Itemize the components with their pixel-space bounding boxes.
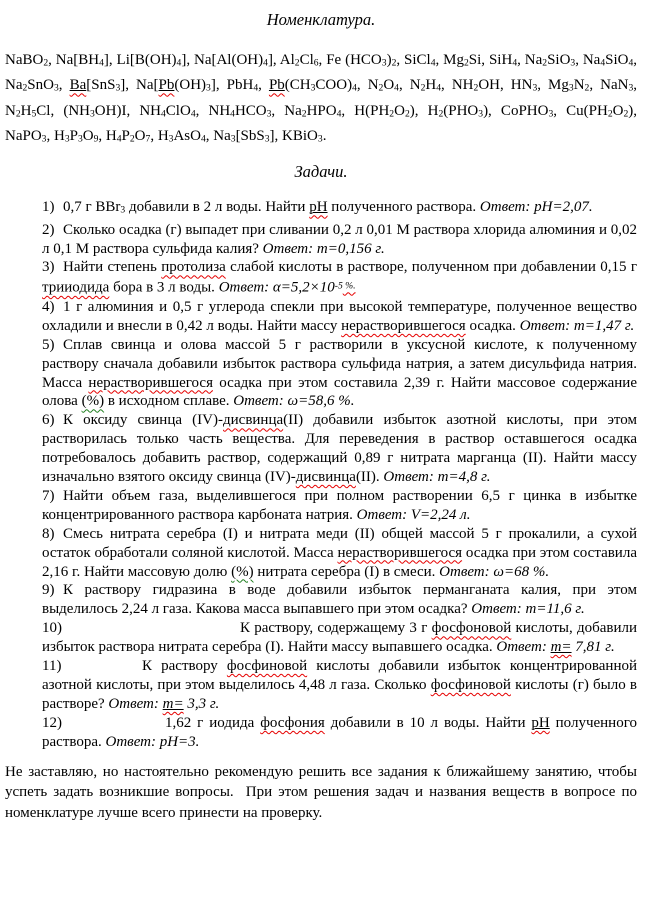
problem-text bbox=[42, 488, 637, 523]
problem-text bbox=[42, 222, 637, 257]
text-run: P bbox=[69, 128, 78, 145]
text-run: Найти степень bbox=[63, 259, 162, 276]
text-run: O bbox=[383, 77, 395, 94]
text-run: рН bbox=[531, 714, 550, 731]
text-run: Ответ: bbox=[108, 695, 163, 712]
problem-text bbox=[42, 299, 637, 334]
text-run: Ответ: m=1,47 г. bbox=[519, 317, 635, 334]
problem-number: 2) bbox=[42, 221, 55, 238]
text-run: 4 bbox=[512, 57, 518, 69]
text-run: SnO bbox=[27, 77, 54, 94]
text-run: 3 bbox=[317, 133, 323, 145]
problem-item-5 bbox=[42, 336, 637, 412]
problem-number: 3) bbox=[42, 259, 55, 276]
text-run: 1 г алюминия и 0,5 г углерода спекли при высокой температуре, полученное вещество охладили и внесли в 0,42 л воды. Найти массу bbox=[42, 298, 637, 334]
text-run: (II). bbox=[355, 469, 384, 486]
text-run: 2 bbox=[623, 108, 629, 120]
text-run: Ответ: рН=3. bbox=[105, 733, 200, 750]
text-run: , Na bbox=[5, 52, 638, 94]
text-run: 3 bbox=[548, 108, 554, 120]
text-run: ], Na[ bbox=[120, 77, 159, 94]
problem-item-9 bbox=[42, 581, 637, 619]
text-run: нерастворившегося bbox=[337, 544, 463, 561]
text-run: полученного раствора. bbox=[42, 714, 637, 750]
text-run: Cl bbox=[299, 52, 314, 68]
closing-note bbox=[5, 762, 637, 824]
problem-item-10 bbox=[42, 619, 637, 657]
text-run: 3 bbox=[532, 82, 538, 94]
text-run: [SnS bbox=[86, 77, 116, 94]
text-run: 3 bbox=[41, 133, 47, 145]
text-run: бора в 3 л воды. bbox=[109, 279, 219, 296]
problem-number: 10) bbox=[42, 620, 62, 637]
text-run: O bbox=[82, 128, 94, 145]
text-run: в исходном сплаве. bbox=[104, 393, 234, 410]
text-run: К оксиду свинца (IV)- bbox=[63, 412, 223, 429]
text-run: , NH bbox=[195, 102, 231, 119]
text-run: . bbox=[322, 128, 327, 145]
text-run: (OH) bbox=[174, 77, 207, 94]
text-run: 7,81 г. bbox=[571, 639, 615, 656]
text-run: O bbox=[394, 102, 405, 119]
problem-item-12 bbox=[42, 714, 637, 752]
problem-text bbox=[42, 412, 637, 485]
text-run: ], PbH bbox=[210, 77, 254, 94]
text-run: 4 bbox=[336, 108, 342, 120]
text-run: Ответ: m=4,8 г. bbox=[383, 469, 491, 486]
text-run: OH, HN bbox=[478, 77, 533, 94]
text-run: -5 bbox=[334, 280, 343, 292]
text-run: 2 bbox=[22, 82, 28, 94]
text-run: , H bbox=[98, 128, 117, 145]
text-run: К раствору, содержащему 3 г bbox=[240, 620, 432, 637]
text-run: , Na bbox=[575, 52, 601, 68]
text-run: 4 bbox=[436, 82, 442, 94]
text-run: протолиза bbox=[161, 259, 226, 276]
text-run: фосфиновой bbox=[430, 677, 511, 694]
text-run: добавили в 10 л воды. Найти bbox=[324, 714, 532, 731]
text-run: фосфония bbox=[260, 714, 325, 731]
text-run: P bbox=[121, 128, 130, 145]
text-run: 3 bbox=[206, 82, 211, 94]
text-run: кислоты, добавили избыток раствора нитрата серебра (I). Найти массу выпавшего осадка. bbox=[42, 620, 638, 656]
text-run: трииодида bbox=[42, 279, 110, 296]
text-run: Si, SiH bbox=[468, 52, 513, 68]
text-run: 9 bbox=[93, 133, 99, 145]
problem-number: 9) bbox=[42, 582, 55, 599]
text-run: Ответ: V=2,24 л. bbox=[356, 506, 471, 523]
text-run: 2 bbox=[607, 108, 613, 120]
text-run: 3 bbox=[628, 82, 634, 94]
text-run: HCO bbox=[234, 102, 267, 119]
text-run: 3 bbox=[381, 57, 387, 69]
text-run: Ответ: m=0,156 г. bbox=[262, 240, 385, 257]
text-run: O bbox=[612, 102, 624, 119]
text-run: 3 bbox=[120, 204, 126, 216]
text-run: , Na[BH bbox=[48, 52, 100, 68]
text-run: 4 bbox=[263, 57, 268, 69]
text-run: Ответ: m=11,6 г. bbox=[471, 601, 585, 618]
text-run: , N bbox=[398, 77, 421, 94]
text-run: Ответ: bbox=[496, 639, 551, 656]
text-run: кислоты (г) было в растворе? bbox=[42, 677, 637, 712]
text-run: , Mg bbox=[435, 52, 464, 68]
text-run: 3 bbox=[90, 108, 95, 120]
text-run: , Na bbox=[517, 52, 543, 68]
problem-text bbox=[42, 259, 637, 296]
text-run: , bbox=[58, 77, 70, 94]
text-run: , N bbox=[356, 77, 379, 94]
text-run: 2 bbox=[378, 82, 384, 94]
text-run: кислоты добавили избыток концентрированной азотной кислоты, при этом выделилось 4,48 л газа. Сколько bbox=[42, 658, 637, 694]
text-run: , H bbox=[46, 128, 65, 145]
problem-text bbox=[42, 337, 637, 410]
problem-item-1 bbox=[42, 198, 637, 220]
text-run: 4 bbox=[230, 108, 235, 120]
problem-number: 6) bbox=[42, 412, 55, 429]
text-run: 4 bbox=[430, 57, 436, 69]
text-run: 2 bbox=[301, 108, 307, 120]
problem-text bbox=[63, 199, 593, 215]
problem-number: 1) bbox=[42, 199, 55, 216]
text-run: ), CoPHO bbox=[483, 102, 549, 119]
text-run: 2 bbox=[15, 108, 21, 120]
problem-text bbox=[42, 582, 637, 617]
text-run: 2 bbox=[43, 57, 49, 69]
problem-item-8 bbox=[42, 525, 637, 582]
problem-number: 4) bbox=[42, 298, 55, 315]
text-run: , SiCl bbox=[396, 52, 431, 68]
problem-item-6 bbox=[42, 411, 637, 487]
text-run: 4 bbox=[200, 133, 206, 145]
text-run: Cl, (NH bbox=[36, 102, 90, 119]
text-run: H bbox=[425, 77, 437, 94]
text-run: SiO bbox=[605, 52, 629, 68]
text-run: 4 bbox=[99, 57, 104, 69]
text-run: , bbox=[258, 77, 269, 94]
text-run: , Mg bbox=[537, 77, 569, 94]
text-run: 2 bbox=[391, 57, 397, 69]
text-run: ], Li[B(OH) bbox=[103, 52, 177, 68]
text-run: 4 bbox=[394, 82, 399, 94]
text-run: 3 bbox=[64, 133, 70, 145]
text-run: дисвинца bbox=[223, 412, 284, 429]
text-run: , NH bbox=[441, 77, 474, 94]
text-run: Сколько осадка (г) выпадет при сливании 0,2 л 0,01 М раствора хлорида алюминия и 0,02 л 0,1 М раствора сульфида калия? bbox=[42, 221, 637, 257]
problem-number: 7) bbox=[42, 487, 55, 504]
text-run: фосфоновой bbox=[431, 620, 512, 637]
text-run: 3 bbox=[53, 82, 59, 94]
text-run: ], KBiO bbox=[269, 128, 318, 145]
text-run: ], Na[Al(OH) bbox=[181, 52, 264, 68]
text-run: осадка. bbox=[465, 317, 520, 334]
text-run: 0,7 г BBr bbox=[63, 199, 121, 216]
text-run: , Cu(PH bbox=[553, 102, 608, 119]
text-run: 4 bbox=[600, 57, 606, 69]
text-run: O bbox=[134, 128, 146, 145]
text-run: 2 bbox=[584, 82, 590, 94]
text-run: 2 bbox=[473, 82, 479, 94]
text-run: 6 bbox=[313, 57, 319, 69]
text-run: 3 bbox=[230, 133, 236, 145]
text-run: 2 bbox=[389, 108, 395, 120]
text-run: 4 bbox=[116, 133, 122, 145]
text-run: , Na bbox=[271, 102, 302, 119]
text-run: 3 bbox=[478, 108, 484, 120]
text-run: 3 bbox=[264, 133, 270, 145]
text-run: 2 bbox=[129, 133, 135, 145]
text-run: 2 bbox=[404, 108, 410, 120]
text-run: , NaN bbox=[589, 77, 629, 94]
text-run: 1,62 г иодида bbox=[165, 714, 261, 731]
text-run: рН bbox=[309, 199, 328, 216]
text-run: Не заставляю, но настоятельно рекомендую решить все задания к ближайшему занятию, чтобы успеть задать возникшие вопросы. При этом решения задач и названия веществ в вопросе по номенклатуре лучше всего принести на проверку. bbox=[5, 763, 637, 821]
text-run: 3 bbox=[168, 133, 174, 145]
text-run: 3 bbox=[310, 82, 316, 94]
problem-item-4 bbox=[42, 298, 637, 336]
text-run: Найти объем газа, выделившегося при полном растворении 6,5 г цинка в избытке концентрированного раствора карбоната натрия. bbox=[42, 487, 637, 523]
text-run: Pb bbox=[268, 77, 285, 94]
nomenclature-formulas-paragraph bbox=[5, 49, 637, 150]
text-run: 4 bbox=[190, 108, 196, 120]
text-run: Ответ: ω=68 %. bbox=[439, 563, 550, 580]
text-run: 2 bbox=[464, 57, 469, 69]
text-run: N bbox=[573, 77, 585, 94]
text-run: ), H bbox=[409, 102, 439, 119]
text-run: осадка при этом составила 2,39 г. Найти массовое содержание олова bbox=[42, 374, 637, 410]
text-run: нерастворившегося bbox=[88, 374, 213, 391]
problem-number: 8) bbox=[42, 525, 55, 542]
text-run: дисвинца bbox=[295, 469, 356, 486]
text-run: NaBO bbox=[5, 52, 44, 68]
text-run: 2 bbox=[294, 57, 300, 69]
text-run: (%) bbox=[231, 563, 254, 580]
text-run: 2 bbox=[420, 82, 426, 94]
text-run: AsO bbox=[173, 128, 201, 145]
text-run: , Fe (HCO bbox=[318, 52, 382, 68]
text-run: 2 bbox=[542, 57, 548, 69]
text-run: 4 bbox=[628, 57, 634, 69]
text-run: К раствору bbox=[142, 658, 227, 675]
text-run: Смесь нитрата серебра (I) и нитрата меди (II) общей массой 5 г прокалили, а сухой остаток обработали соляной кислотой. Масса bbox=[42, 525, 637, 561]
problems-list bbox=[42, 198, 637, 751]
text-run: (PHO bbox=[443, 102, 479, 119]
problem-number: 11) bbox=[42, 658, 62, 675]
section-title-tasks: Задачи. bbox=[294, 162, 348, 182]
problem-item-7 bbox=[42, 487, 637, 525]
problem-item-3 bbox=[42, 258, 637, 297]
text-run: Pb bbox=[158, 77, 175, 94]
text-run: m= bbox=[550, 639, 572, 656]
text-run: [SbS bbox=[235, 128, 265, 145]
text-run: , Na bbox=[205, 128, 231, 145]
text-run: Ответ: ω=58,6 %. bbox=[233, 393, 355, 410]
text-run: 4 bbox=[253, 82, 259, 94]
text-run: слабой кислоты в растворе, полученном при добавлении 0,15 г bbox=[225, 259, 637, 276]
problem-item-11 bbox=[42, 657, 637, 714]
text-run: H bbox=[20, 102, 32, 119]
text-run: нитрата серебра (I) в смеси. bbox=[253, 563, 440, 580]
text-run: добавили в 2 л воды. Найти bbox=[125, 199, 310, 216]
text-run: HPO bbox=[306, 102, 337, 119]
text-run: 4 bbox=[176, 57, 182, 69]
text-run: ) bbox=[386, 52, 392, 68]
problem-item-2 bbox=[42, 221, 637, 259]
text-run: SiO bbox=[547, 52, 571, 68]
text-run: 3 bbox=[568, 82, 574, 94]
text-run: ), NaPO bbox=[5, 102, 637, 145]
text-run: полученного раствора. bbox=[327, 199, 480, 216]
text-run: (II) добавили избыток азотной кислоты, при этом растворилась только часть вещества. Для переведения в раствор оставшегося осадка потребовалось добавить раствор, содержащий 0,89 г нитрата марганца (II). Найти массу изначально взятого оксиду свинца (IV)- bbox=[42, 412, 637, 486]
text-run: OH)I, NH bbox=[94, 102, 161, 119]
text-run: 4 bbox=[161, 108, 166, 120]
text-run: 4 bbox=[352, 82, 357, 94]
text-run: фосфиновой bbox=[226, 658, 308, 675]
text-run: 3,3 г. bbox=[183, 695, 220, 712]
text-run: 5 bbox=[31, 108, 37, 120]
problem-text bbox=[42, 526, 637, 580]
text-run: Ответ: рН=2,07. bbox=[479, 199, 593, 216]
problem-number: 5) bbox=[42, 336, 55, 353]
text-run: COO) bbox=[315, 77, 353, 94]
text-run: 2 bbox=[438, 108, 444, 120]
text-run: 3 bbox=[266, 108, 272, 120]
text-run: (%) bbox=[81, 393, 105, 410]
text-run: ClO bbox=[165, 102, 191, 119]
text-run: ], Al bbox=[267, 52, 295, 68]
text-run: (CH bbox=[284, 77, 311, 94]
text-run: m= bbox=[162, 695, 184, 712]
text-run: 3 bbox=[115, 82, 121, 94]
section-title-nomenclature: Номенклатура. bbox=[266, 10, 376, 29]
text-run: Ba bbox=[69, 77, 87, 94]
text-run: осадка при этом составила 2,16 г. Найти массовую долю bbox=[42, 544, 637, 580]
text-run: К раствору гидразина в воде добавили избыток перманганата калия, при этом выделилось 2,24 л газа. Какова масса выпавшего при этом осадка? bbox=[42, 582, 637, 618]
text-run: %. bbox=[342, 280, 356, 292]
text-run: 3 bbox=[570, 57, 576, 69]
text-run: Сплав свинца и олова массой 5 г растворили в уксусной кислоте, к полученному раствору сначала добавили избыток раствора сульфида натрия, а затем дисульфида натрия. Масса bbox=[42, 336, 637, 391]
text-run: , H(PH bbox=[341, 102, 390, 119]
text-run: , H bbox=[150, 128, 169, 145]
text-run: 3 bbox=[77, 133, 83, 145]
text-run: нерастворившегося bbox=[341, 317, 466, 334]
problem-number: 12) bbox=[42, 714, 62, 731]
text-run: Ответ: α=5,2×10 bbox=[218, 279, 335, 296]
text-run: 7 bbox=[145, 133, 151, 145]
text-run: , N bbox=[5, 77, 638, 119]
